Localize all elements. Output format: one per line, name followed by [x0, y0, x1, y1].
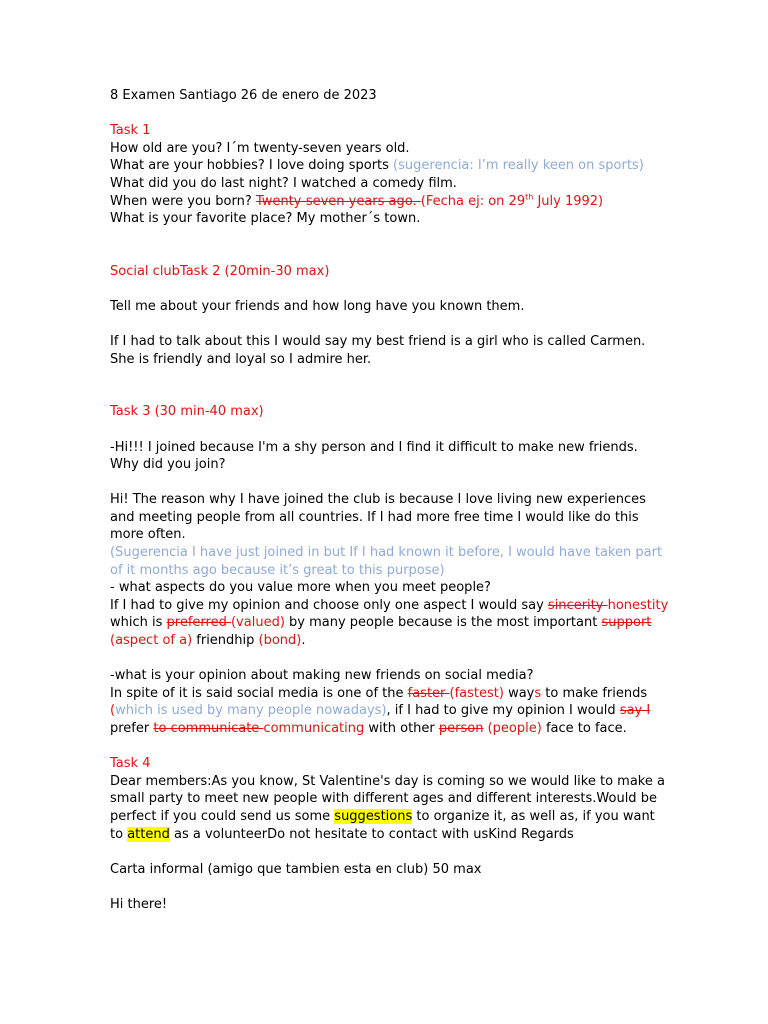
task1-line-hobbies	[110, 157, 670, 175]
text: which is	[110, 615, 167, 631]
text: July 1992)	[533, 193, 604, 209]
text: with other	[364, 721, 439, 736]
highlighted-text: attend	[127, 826, 170, 842]
task2-question: Tell me about your friends and how long have you known them.	[110, 298, 525, 314]
task1-line-born	[110, 193, 670, 211]
task4-greeting: Hi there!	[110, 896, 168, 912]
task3-answer-3	[110, 685, 670, 738]
struck-text: say I	[619, 703, 651, 719]
text: When were you born?	[110, 193, 256, 209]
correction-text: (people)	[487, 721, 542, 736]
task3-answer-1: Hi! The reason why I have joined the club is because I love living new experiences and meeting people from all countries. If I had more free time I would like do this more often.	[110, 492, 646, 543]
text: face to face.	[541, 721, 627, 736]
text: .	[301, 633, 306, 649]
suggestion-text: (sugerencia: I’m really keen on sports)	[393, 158, 644, 174]
correction-text: (bond)	[258, 633, 302, 649]
task1-line-age: How old are you? I´m twenty-seven years old.	[110, 140, 410, 156]
struck-text: faster	[407, 685, 450, 701]
text: as a volunteerDo not hesitate to contact with usKind Regards	[169, 826, 574, 842]
correction-text: s	[534, 685, 542, 701]
task1-line-last-night: What did you do last night? I watched a comedy film.	[110, 175, 457, 191]
text: friendhip	[192, 633, 259, 649]
suggestion-text: which is used by many people nowadays)	[115, 703, 387, 719]
text: prefer	[110, 721, 154, 736]
highlighted-text: suggestions	[334, 808, 413, 824]
correction-text: communicating	[263, 721, 365, 736]
struck-text: preferred	[166, 615, 231, 631]
task4-letter	[110, 773, 670, 843]
text: What are your hobbies? I love doing sports	[110, 158, 394, 174]
task3-question-2: - what aspects do you value more when you meet people?	[110, 580, 491, 596]
task1-line-place: What is your favorite place? My mother´s town.	[110, 211, 421, 227]
struck-text: person	[438, 721, 484, 736]
text: Dear members:As you know, St Valentine's day is coming so we would like to make a small party to meet new people with different ages and different interests.Would be perfect if you could send us some	[110, 773, 665, 824]
text: In spite of it is said social media is one of the	[110, 685, 408, 701]
text: If I had to give my opinion and choose only one aspect I would say	[110, 597, 548, 613]
task3-question-1: -Hi!!! I joined because I'm a shy person and I find it difficult to make new friends. Why did you join?	[110, 439, 638, 473]
struck-text: to communicate	[153, 721, 264, 736]
task2-heading: Social clubTask 2 (20min-30 max)	[110, 263, 330, 279]
task3-heading: Task 3 (30 min-40 max)	[110, 404, 264, 420]
struck-text: support	[601, 615, 652, 631]
document-title: 8 Examen Santiago 26 de enero de 2023	[110, 88, 377, 103]
struck-text: sincerity	[547, 597, 608, 613]
correction-text: (aspect of a)	[110, 633, 193, 649]
text: (Fecha ej: on 29	[420, 193, 526, 209]
correction-text: honestity	[607, 597, 669, 613]
task3-suggestion: (Sugerencia I have just joined in but If I had known it before, I would have taken part of it months ago because it’s great to this purpose)	[110, 545, 663, 578]
task4-note: Carta informal (amigo que tambien esta en club) 50 max	[110, 861, 482, 877]
correction-text: (	[110, 703, 116, 719]
correction-text: , if I had to give my opinion I would	[386, 703, 620, 719]
text: by many people because is the most important	[284, 615, 602, 631]
correction-text: (fastest)	[449, 685, 504, 701]
task1-heading: Task 1	[110, 123, 151, 139]
correction-text	[421, 194, 603, 209]
task4-heading: Task 4	[110, 756, 151, 772]
correction-text: (valued)	[230, 615, 285, 631]
task2-answer: If I had to talk about this I would say my best friend is a girl who is called Carmen. She is friendly and loyal so I admire her.	[110, 334, 646, 367]
text: to organize it, as well as, if you want to	[110, 808, 655, 842]
task3-question-3: -what is your opinion about making new friends on social media?	[110, 668, 534, 684]
document-body	[110, 87, 670, 914]
text: way	[503, 685, 535, 701]
superscript: th	[525, 192, 534, 202]
struck-text: Twenty-seven years ago.	[255, 193, 421, 209]
task3-answer-2	[110, 597, 670, 650]
text: to make friends	[541, 685, 648, 701]
